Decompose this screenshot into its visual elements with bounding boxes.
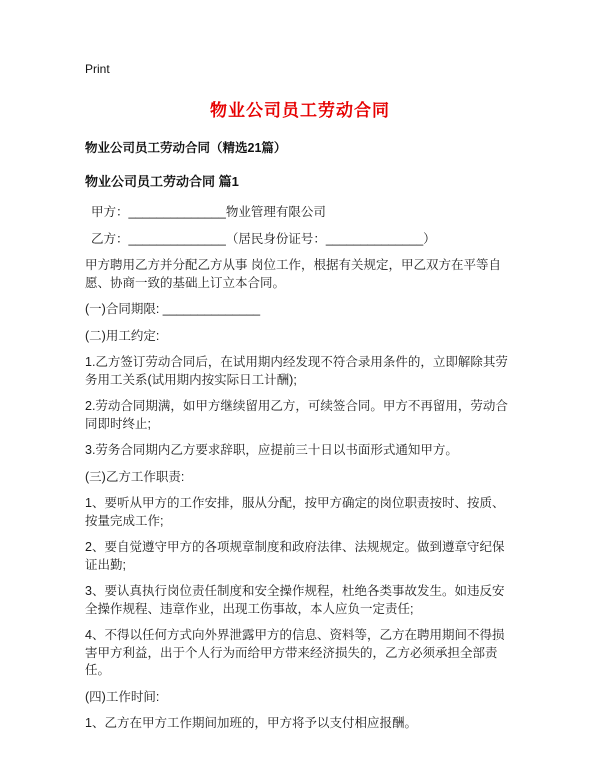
para-duties-heading: (三)乙方工作职责: (85, 469, 185, 484)
para-employment-terms-heading: (二)用工约定: (85, 328, 160, 343)
para-duty-2: 2、要自觉遵守甲方的各项规章制度和政府法律、法规规定。做到遵章守纪保证出勤; (85, 540, 505, 572)
para-employment-item-1: 1.乙方签订劳动合同后，在试用期内经发现不符合录用条件的，立即解除其劳务用工关系(试用期内按实际日工计酬); (85, 355, 508, 387)
para-duty-4: 4、不得以任何方式向外界泄露甲方的信息、资料等，乙方在聘用期间不得损害甲方利益，出于个人行为而给甲方带来经济损失的，乙方必须承担全部责任。 (85, 628, 505, 677)
para-party-b: 乙方：______________（居民身份证号：______________） (91, 231, 436, 246)
para-employment-item-3: 3.劳务合同期内乙方要求辞职，应提前三十日以书面形式通知甲方。 (85, 443, 458, 457)
para-working-hours-heading: (四)工作时间: (85, 689, 160, 704)
para-contract-term: (一)合同期限: ______________ (85, 302, 261, 316)
section-heading: 物业公司员工劳动合同 篇1 (85, 174, 239, 189)
para-working-hours-item-1: 1、乙方在甲方工作期间加班的，甲方将予以支付相应报酬。 (85, 716, 417, 730)
para-party-a: 甲方：______________物业管理有限公司 (91, 205, 326, 219)
para-duty-3: 3、要认真执行岗位责任制度和安全操作规程，杜绝各类事故发生。如违反安全操作规程、违章作业，出现工伤事故，本人应负一定责任; (85, 584, 505, 616)
para-intro: 甲方聘用乙方并分配乙方从事 岗位工作，根据有关规定，甲乙双方在平等自愿、协商一致的基础上订立本合同。 (85, 258, 501, 290)
para-duty-1: 1、要听从甲方的工作安排，服从分配，按甲方确定的岗位职责按时、按质、按量完成工作; (85, 496, 505, 528)
print-button[interactable]: Print (85, 62, 110, 76)
para-employment-item-2: 2.劳动合同期满，如甲方继续留用乙方，可续签合同。甲方不再留用，劳动合同即时终止; (85, 399, 508, 431)
document-title: 物业公司员工劳动合同 (210, 101, 390, 120)
document-subtitle: 物业公司员工劳动合同（精选21篇） (85, 141, 287, 155)
